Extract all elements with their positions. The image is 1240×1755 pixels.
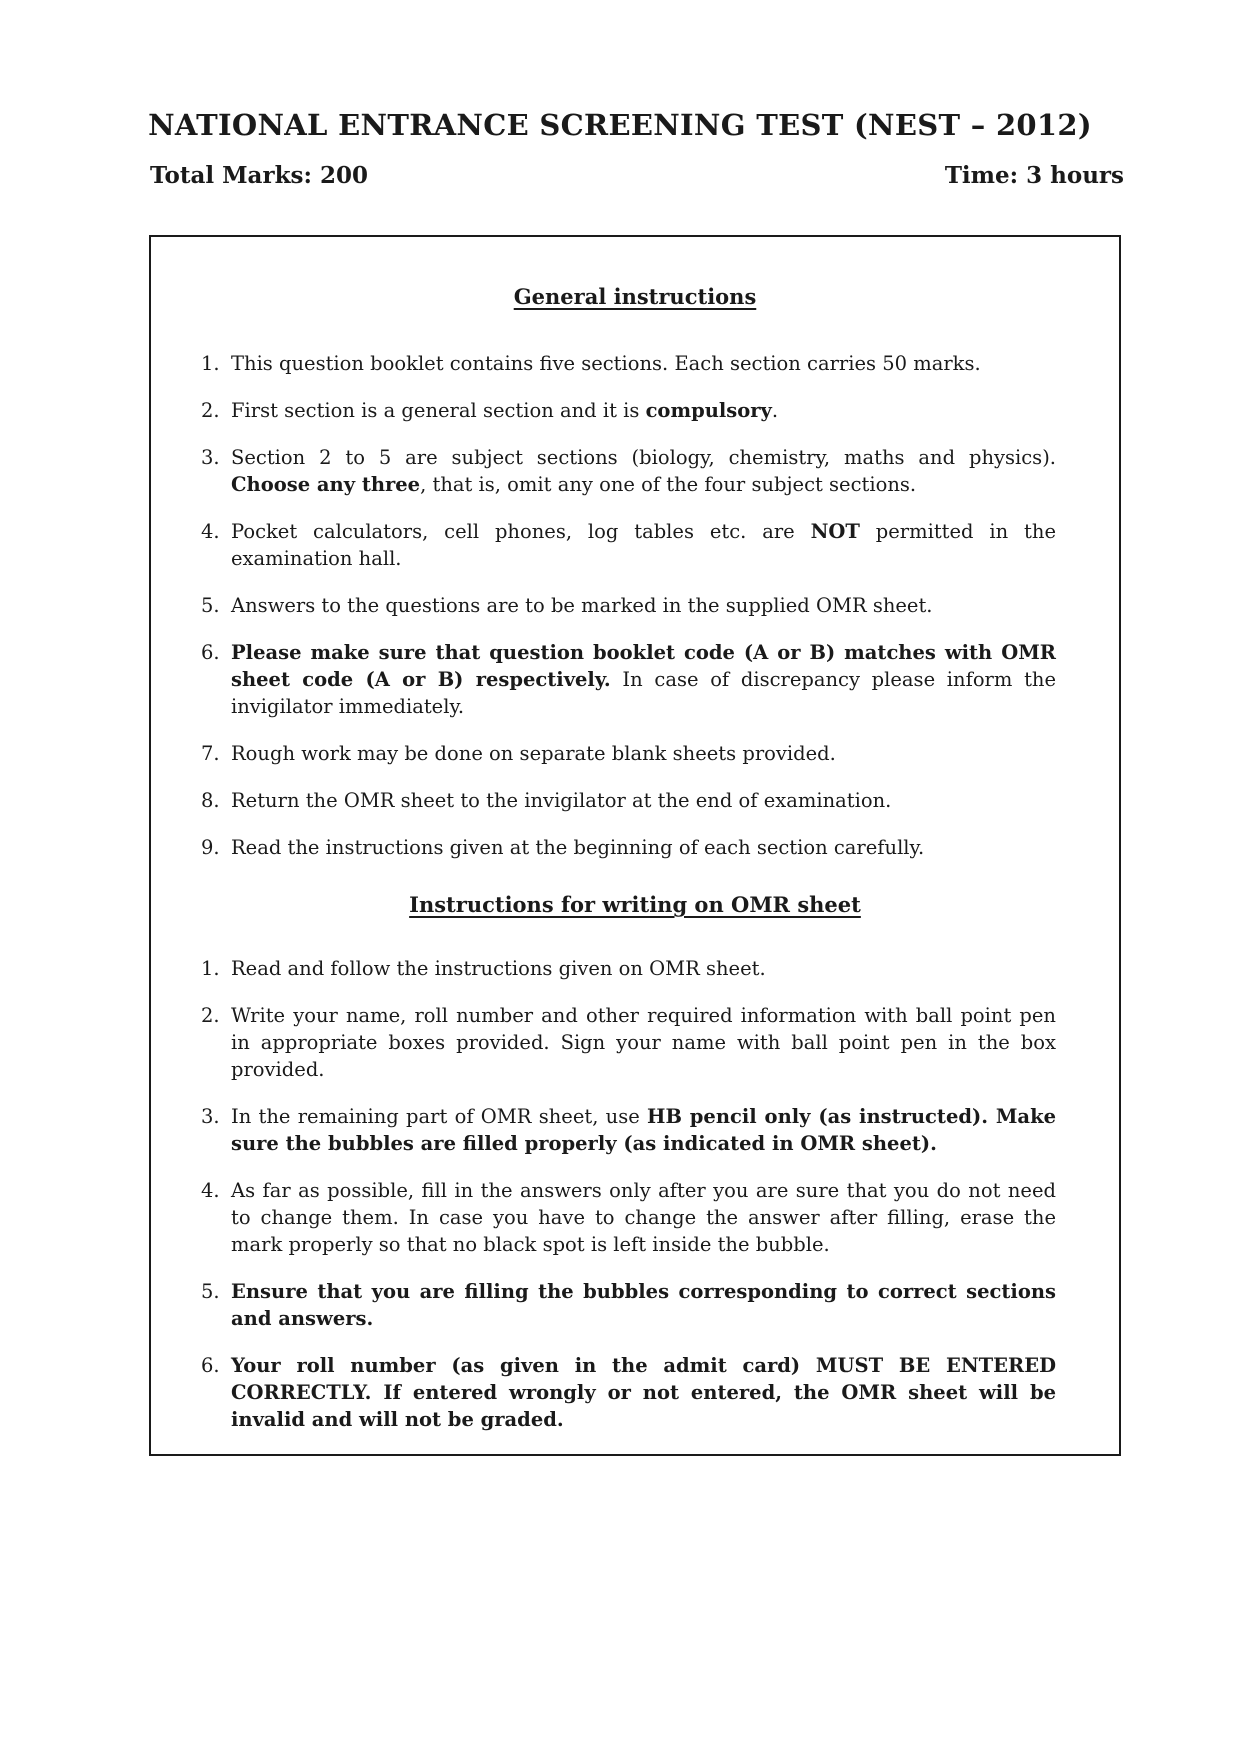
list-item (201, 397, 1056, 424)
list-item (201, 1002, 1056, 1083)
item-number: 3. (201, 446, 220, 469)
item-number: 8. (201, 789, 220, 812)
item-text: Write your name, roll number and other required information with ball point pen in appropriate boxes provided. Sign your name with ball point pen in the box provided. (231, 1004, 1056, 1081)
item-text: As far as possible, fill in the answers only after you are sure that you do not need to change them. In case you have to change the answer after filling, erase the mark properly so that no black spot is left inside the bubble. (231, 1179, 1056, 1256)
list-item (201, 444, 1056, 498)
item-text: Section 2 to 5 are subject sections (biology, chemistry, maths and physics). (231, 446, 1056, 469)
list-item (201, 350, 1056, 377)
list-item (201, 592, 1056, 619)
item-text: Read the instructions given at the beginning of each section carefully. (231, 836, 925, 859)
item-text: Pocket calculators, cell phones, log tables etc. are (231, 520, 811, 543)
list-item (201, 740, 1056, 767)
item-number: 5. (201, 594, 220, 617)
item-number: 4. (201, 520, 220, 543)
page-title: NATIONAL ENTRANCE SCREENING TEST (NEST – 2012) (148, 108, 1092, 142)
item-text: Read and follow the instructions given on OMR sheet. (231, 957, 766, 980)
item-text: Rough work may be done on separate blank sheets provided. (231, 742, 836, 765)
item-number: 9. (201, 836, 220, 859)
instructions-box (149, 235, 1121, 1456)
item-number: 2. (201, 1004, 220, 1027)
item-number: 5. (201, 1280, 220, 1303)
item-text: In the remaining part of OMR sheet, use (231, 1105, 648, 1128)
exam-duration: Time: 3 hours (944, 162, 1124, 189)
list-item (201, 787, 1056, 814)
item-emphasis: HB pencil only (as instructed). Make sure the bubbles are filled properly (as indicated in OMR sheet). (231, 1105, 1056, 1155)
item-number: 1. (201, 352, 220, 375)
omr-instructions-list (201, 955, 1056, 1453)
total-marks: Total Marks: 200 (150, 162, 368, 189)
list-item (201, 1352, 1056, 1433)
item-emphasis: Your roll number (as given in the admit card) MUST BE ENTERED CORRECTLY. If entered wrongly or not entered, the OMR sheet will be invalid and will not be graded. (231, 1354, 1056, 1431)
item-emphasis: Choose any three (231, 473, 421, 496)
item-number: 4. (201, 1179, 220, 1202)
list-item (201, 1278, 1056, 1332)
item-number: 7. (201, 742, 220, 765)
exam-meta-row (150, 162, 1124, 189)
item-emphasis: Ensure that you are filling the bubbles corresponding to correct sections and answers. (231, 1280, 1056, 1330)
item-emphasis: NOT (810, 520, 860, 543)
item-text: First section is a general section and it is (231, 399, 646, 422)
item-number: 6. (201, 641, 220, 664)
list-item (201, 518, 1056, 572)
list-item (201, 1177, 1056, 1258)
item-text: , that is, omit any one of the four subject sections. (420, 473, 917, 496)
item-number: 6. (201, 1354, 220, 1377)
item-number: 1. (201, 957, 220, 980)
list-item (201, 955, 1056, 982)
item-text: In case of discrepancy please inform the invigilator immediately. (231, 668, 1057, 718)
item-text: Answers to the questions are to be marked in the supplied OMR sheet. (231, 594, 933, 617)
item-text: permitted in the examination hall. (231, 520, 1056, 570)
general-instructions-list (201, 350, 1056, 881)
list-item (201, 1103, 1056, 1157)
item-number: 2. (201, 399, 220, 422)
list-item (201, 639, 1056, 720)
item-text: This question booklet contains five sections. Each section carries 50 marks. (231, 352, 981, 375)
general-instructions-heading: General instructions (513, 284, 757, 309)
item-text: . (771, 399, 779, 422)
item-emphasis: Please make sure that question booklet code (A or B) matches with OMR sheet code (A or B) respectively. (231, 641, 1056, 691)
omr-instructions-heading: Instructions for writing on OMR sheet (409, 892, 861, 917)
item-text: Return the OMR sheet to the invigilator at the end of examination. (231, 789, 892, 812)
item-number: 3. (201, 1105, 220, 1128)
item-emphasis: compulsory (645, 399, 772, 422)
list-item (201, 834, 1056, 861)
